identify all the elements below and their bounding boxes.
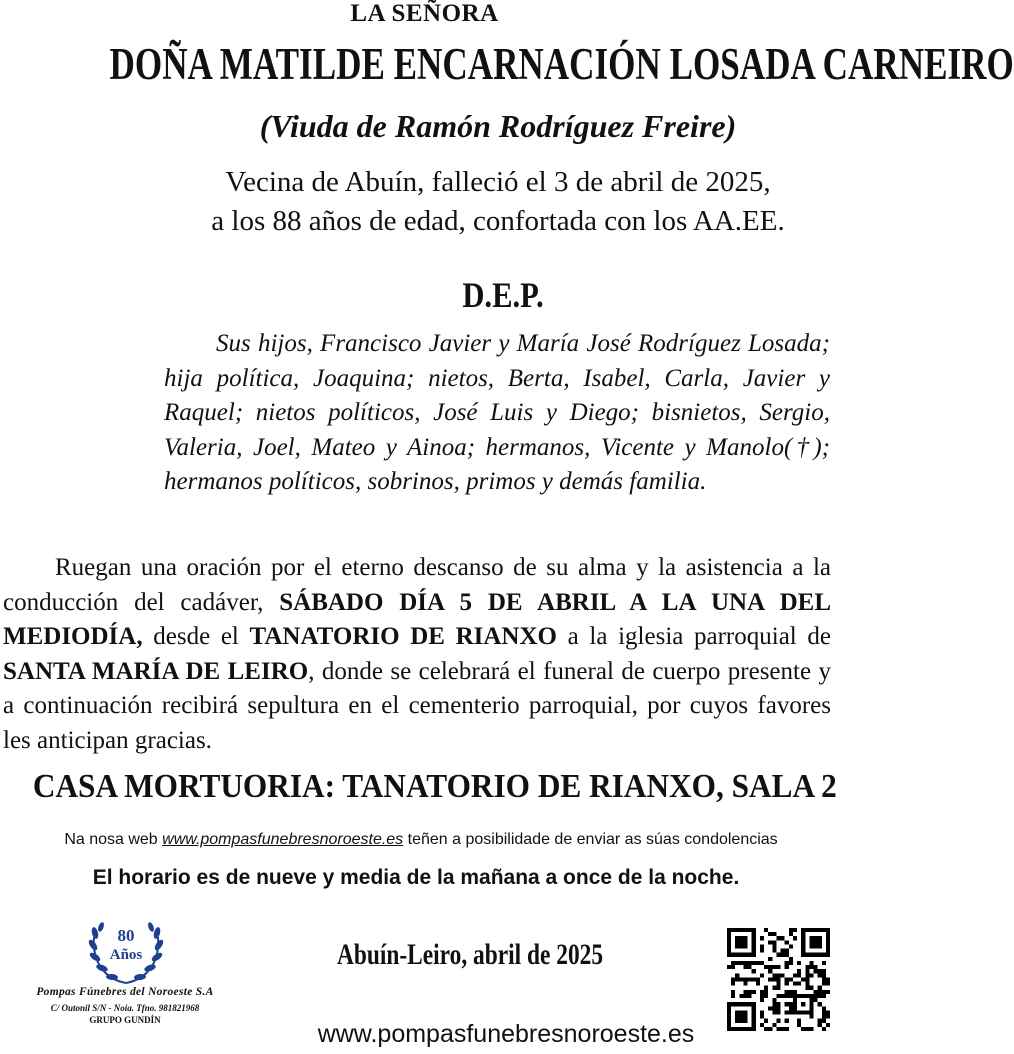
request-text-3: a la iglesia parroquial de <box>557 623 832 650</box>
company-group: GRUPO GUNDÍN <box>89 1015 161 1025</box>
title-label: LA SEÑORA <box>350 0 499 27</box>
request-church: SANTA MARÍA DE LEIRO <box>3 657 309 685</box>
deceased-name: DOÑA MATILDE ENCARNACIÓN LOSADA CARNEIRO <box>109 39 1014 89</box>
death-info-line-2: a los 88 años de edad, confortada con los AA.EE. <box>211 205 785 237</box>
web-note-link[interactable]: www.pompasfunebresnoroeste.es <box>162 831 404 848</box>
request-text-1: Ruegan una oración por el eterno descanso de su alma y la asistencia a la conducción del cadáver, <box>3 554 831 616</box>
visiting-hours: El horario es de nueve y media de la mañana a once de la noche. <box>92 866 740 889</box>
web-note-prefix: Na nosa web <box>64 831 163 848</box>
place-date: Abuín-Leiro, abril de 2025 <box>336 938 604 971</box>
company-address: C/ Outonil S/N - Noia. Tfno. 981821968 <box>50 1003 200 1013</box>
logo-years-word: Años <box>109 947 143 963</box>
qr-code-icon[interactable] <box>727 928 830 1031</box>
request-paragraph <box>3 551 831 758</box>
request-text-2: desde el <box>142 623 250 650</box>
anniversary-logo <box>86 907 166 987</box>
web-note-suffix: teñen a posibilidade de enviar as súas condolencias <box>403 831 778 848</box>
request-origin: TANATORIO DE RIANXO <box>249 623 557 650</box>
company-name: Pompas Fúnebres del Noroeste S.A <box>36 986 214 998</box>
dep-heading: D.E.P. <box>462 275 544 315</box>
request-date-time: SÁBADO DÍA 5 DE ABRIL A LA UNA DEL MEDIODÍA, <box>3 588 831 650</box>
website-url[interactable]: www.pompasfunebresnoroeste.es <box>317 1020 695 1048</box>
death-info-line-1: Vecina de Abuín, falleció el 3 de abril de 2025, <box>225 166 771 198</box>
family-paragraph: Sus hijos, Francisco Javier y María José Rodríguez Losada; hija política, Joaquina; nietos, Berta, Isabel, Carla, Javier y Raquel; nietos políticos, José Luis y Diego; bisnietos, Sergio, Valeria, Joel, Mateo y Ainoa; hermanos, Vicente y Manolo(†); hermanos políticos, sobrinos, primos y demás familia. <box>164 330 830 495</box>
logo-years-number: 80 <box>117 926 135 945</box>
request-text-4: , donde se celebrará el funeral de cuerpo presente y a continuación recibirá sepultura en el cementerio parroquial, por cuyos favores les anticipan gracias. <box>3 657 831 754</box>
web-note <box>0 831 842 849</box>
widow-line: (Viuda de Ramón Rodríguez Freire) <box>259 108 737 144</box>
mortuary-heading: CASA MORTUORIA: TANATORIO DE RIANXO, SALA 2 <box>32 768 837 805</box>
